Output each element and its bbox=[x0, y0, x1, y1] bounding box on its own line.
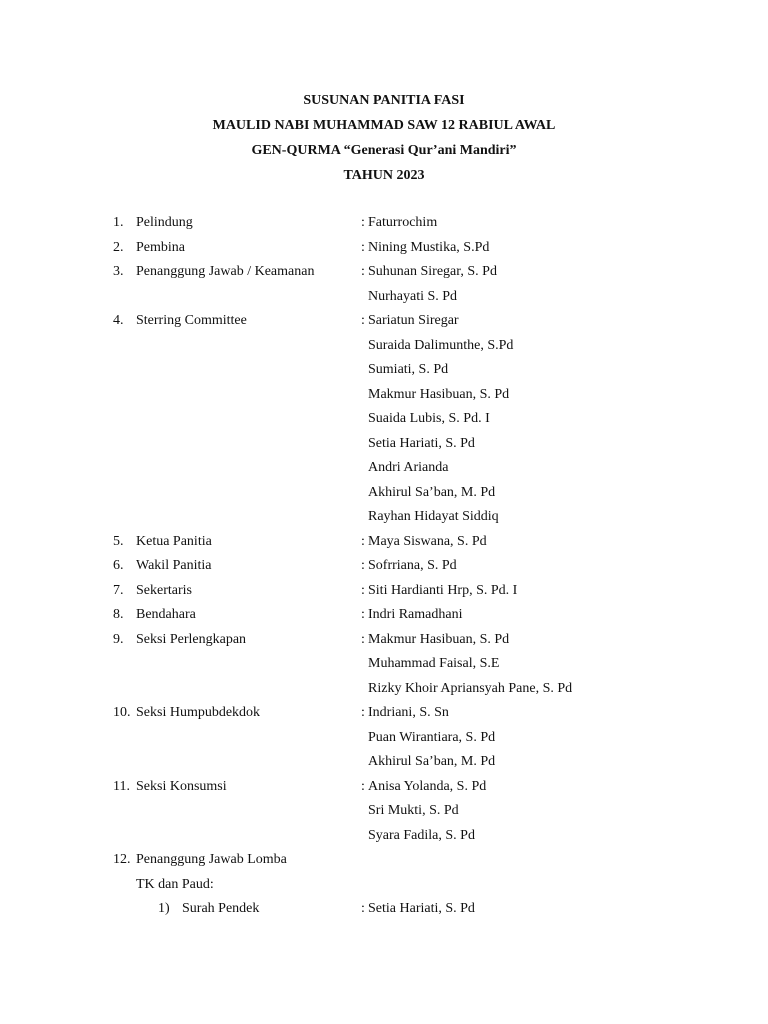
item-role: Ketua Panitia bbox=[136, 533, 212, 549]
item-member-name: Sofrriana, S. Pd bbox=[368, 558, 457, 573]
item-member-name: Syara Fadila, S. Pd bbox=[368, 827, 475, 843]
colon-separator: : bbox=[361, 264, 365, 279]
category-row bbox=[0, 876, 768, 901]
committee-item bbox=[0, 704, 768, 729]
item-member-name: Nurhayati S. Pd bbox=[368, 288, 458, 304]
item-member-name: Rayhan Hidayat Siddiq bbox=[368, 509, 499, 524]
item-number: 5. bbox=[113, 533, 124, 549]
item-number: 12. bbox=[113, 852, 131, 867]
committee-item-continuation bbox=[0, 288, 768, 313]
item-member-name: Andri Arianda bbox=[368, 460, 449, 475]
colon-separator: : bbox=[361, 558, 365, 573]
committee-item-continuation bbox=[0, 435, 768, 460]
item-member-name: Setia Hariati, S. Pd bbox=[368, 435, 475, 451]
item-role: Wakil Panitia bbox=[136, 558, 212, 573]
colon-separator: : bbox=[361, 901, 365, 916]
item-member-name: Puan Wirantiara, S. Pd bbox=[368, 729, 496, 745]
committee-item-continuation bbox=[0, 410, 768, 435]
committee-item bbox=[0, 263, 768, 288]
item-number: 10. bbox=[113, 705, 131, 720]
item-role: Penanggung Jawab / Keamanan bbox=[136, 264, 315, 279]
committee-item bbox=[0, 239, 768, 264]
item-number: 8. bbox=[113, 607, 124, 622]
committee-item bbox=[0, 606, 768, 631]
item-number: 11. bbox=[113, 778, 130, 794]
colon-separator: : bbox=[361, 705, 365, 720]
item-member-name: Siti Hardianti Hrp, S. Pd. I bbox=[368, 582, 518, 598]
sub-item-label: Surah Pendek bbox=[182, 901, 260, 916]
item-member-name: Akhirul Sa’ban, M. Pd bbox=[368, 754, 496, 769]
item-role: Bendahara bbox=[136, 607, 196, 622]
title-line-2: MAULID NABI MUHAMMAD SAW 12 RABIUL AWAL bbox=[212, 118, 556, 133]
item-role: Sterring Committee bbox=[136, 313, 247, 328]
item-role: Sekertaris bbox=[136, 582, 192, 598]
committee-item-continuation bbox=[0, 484, 768, 509]
committee-item bbox=[0, 851, 768, 876]
title-line-3: GEN-QURMA “Generasi Qur’ani Mandiri” bbox=[251, 143, 517, 158]
committee-item bbox=[0, 778, 768, 803]
item-role: Seksi Humpubdekdok bbox=[136, 705, 261, 720]
item-member-name: Indri Ramadhani bbox=[368, 607, 463, 622]
item-role: Penanggung Jawab Lomba bbox=[136, 852, 287, 867]
colon-separator: : bbox=[361, 582, 365, 598]
item-member-name: Rizky Khoir Apriansyah Pane, S. Pd bbox=[368, 680, 573, 696]
sub-item-number: 1) bbox=[158, 901, 170, 916]
sub-item bbox=[0, 900, 768, 925]
colon-separator: : bbox=[361, 313, 365, 328]
committee-item-continuation bbox=[0, 361, 768, 386]
item-number: 4. bbox=[113, 313, 124, 328]
committee-item bbox=[0, 312, 768, 337]
item-member-name: Sumiati, S. Pd bbox=[368, 362, 449, 377]
item-member-name: Setia Hariati, S. Pd bbox=[368, 901, 475, 916]
colon-separator: : bbox=[361, 607, 365, 622]
item-member-name: Akhirul Sa’ban, M. Pd bbox=[368, 484, 496, 500]
committee-item bbox=[0, 631, 768, 656]
title-line-1: SUSUNAN PANITIA FASI bbox=[303, 93, 465, 108]
item-role: Seksi Perlengkapan bbox=[136, 631, 247, 647]
committee-item bbox=[0, 214, 768, 239]
item-member-name: Makmur Hasibuan, S. Pd bbox=[368, 631, 510, 647]
item-member-name: Nining Mustika, S.Pd bbox=[368, 239, 490, 255]
committee-item bbox=[0, 533, 768, 558]
committee-item-continuation bbox=[0, 386, 768, 411]
item-member-name: Faturrochim bbox=[368, 215, 438, 230]
committee-item bbox=[0, 557, 768, 582]
committee-item-continuation bbox=[0, 753, 768, 778]
item-number: 3. bbox=[113, 264, 124, 279]
committee-item-continuation bbox=[0, 508, 768, 533]
committee-item-continuation bbox=[0, 459, 768, 484]
committee-item-continuation bbox=[0, 655, 768, 680]
colon-separator: : bbox=[361, 215, 365, 230]
committee-item-continuation bbox=[0, 802, 768, 827]
item-member-name: Makmur Hasibuan, S. Pd bbox=[368, 386, 510, 402]
item-member-name: Suraida Dalimunthe, S.Pd bbox=[368, 337, 514, 353]
committee-item-continuation bbox=[0, 680, 768, 705]
item-member-name: Suaida Lubis, S. Pd. I bbox=[368, 411, 490, 426]
colon-separator: : bbox=[361, 239, 365, 255]
item-role: Pembina bbox=[136, 239, 185, 255]
colon-separator: : bbox=[361, 533, 365, 549]
item-number: 9. bbox=[113, 631, 124, 647]
item-member-name: Sri Mukti, S. Pd bbox=[368, 803, 459, 818]
item-role: Seksi Konsumsi bbox=[136, 778, 227, 794]
title-line-4: TAHUN 2023 bbox=[343, 168, 425, 183]
item-number: 6. bbox=[113, 558, 124, 573]
item-number: 1. bbox=[113, 215, 124, 230]
committee-item-continuation bbox=[0, 729, 768, 754]
colon-separator: : bbox=[361, 631, 365, 647]
item-member-name: Sariatun Siregar bbox=[368, 313, 459, 328]
committee-item-continuation bbox=[0, 337, 768, 362]
item-member-name: Anisa Yolanda, S. Pd bbox=[368, 778, 487, 794]
committee-item-continuation bbox=[0, 827, 768, 852]
committee-list bbox=[0, 214, 768, 925]
item-member-name: Suhunan Siregar, S. Pd bbox=[368, 264, 497, 279]
item-member-name: Muhammad Faisal, S.E bbox=[368, 656, 500, 671]
item-member-name: Maya Siswana, S. Pd bbox=[368, 533, 487, 549]
item-number: 2. bbox=[113, 239, 124, 255]
category-label: TK dan Paud: bbox=[136, 876, 214, 892]
colon-separator: : bbox=[361, 778, 365, 794]
item-number: 7. bbox=[113, 582, 124, 598]
committee-item bbox=[0, 582, 768, 607]
document-header bbox=[0, 92, 768, 192]
item-member-name: Indriani, S. Sn bbox=[368, 705, 449, 720]
item-role: Pelindung bbox=[136, 215, 193, 230]
